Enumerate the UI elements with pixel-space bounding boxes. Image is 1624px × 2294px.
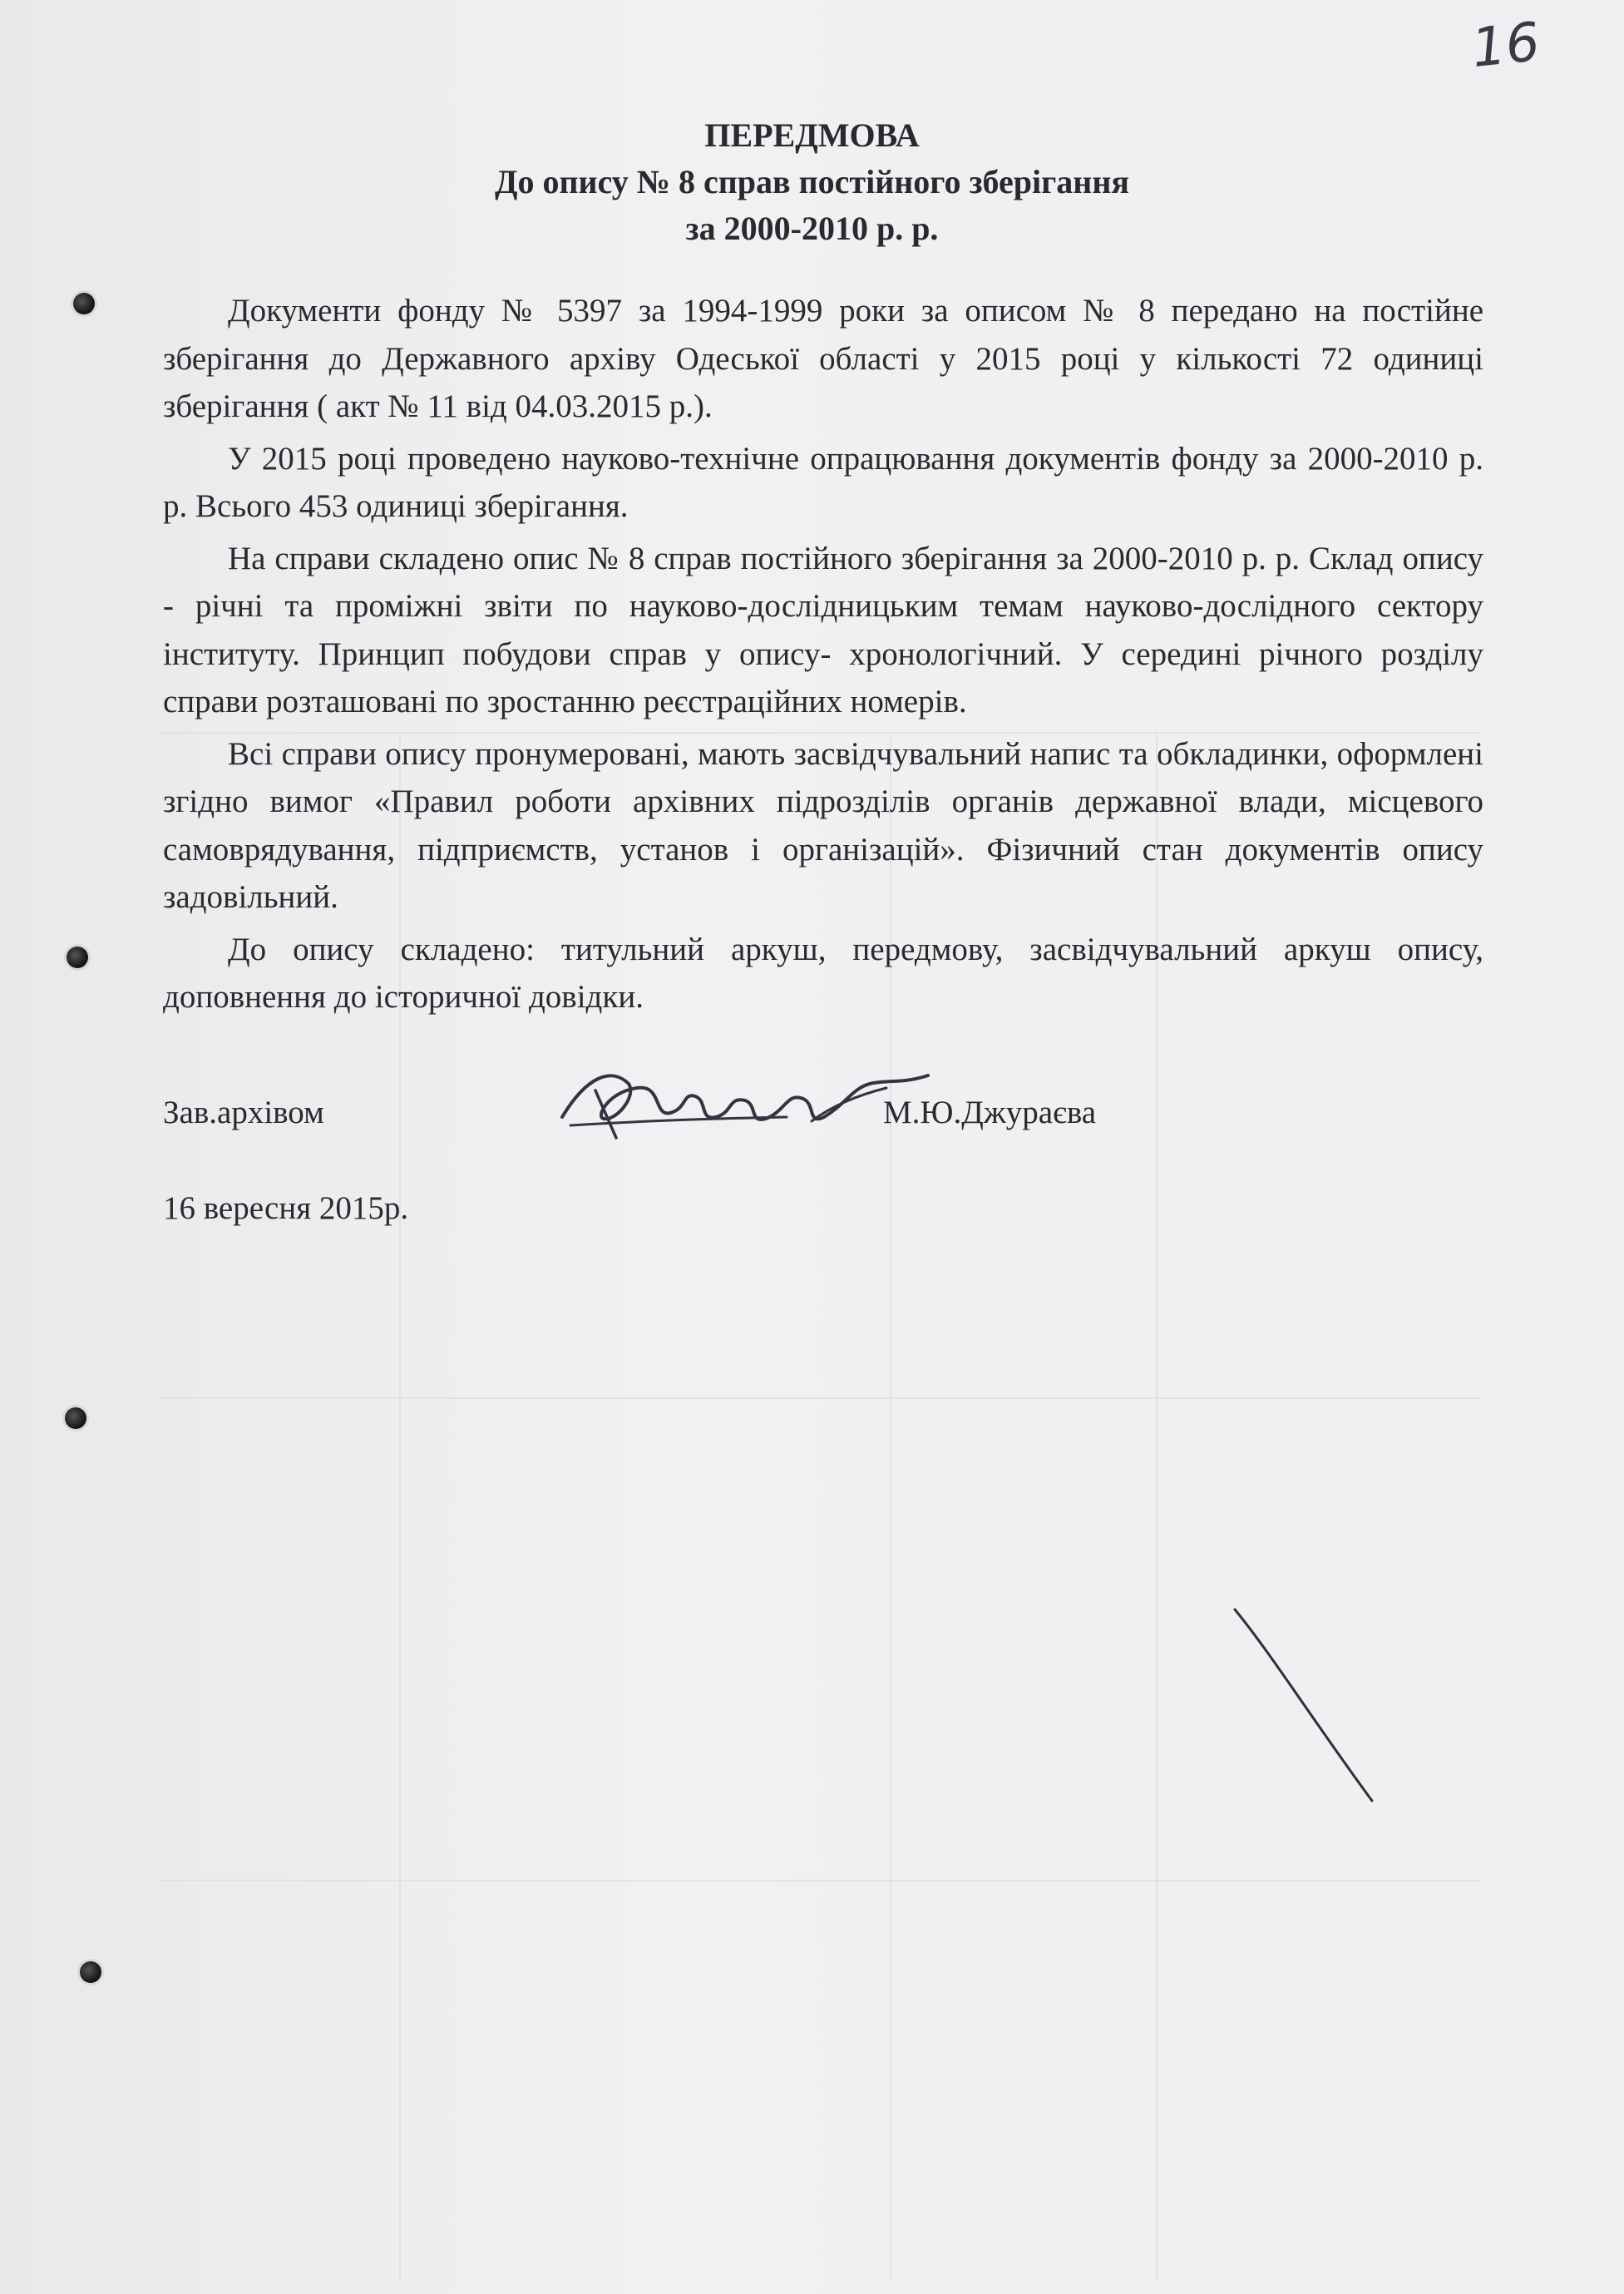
stray-pen-mark xyxy=(1231,1605,1380,1805)
signatory-position: Зав.архівом xyxy=(163,1095,324,1130)
paragraph: До опису складено: титульний аркуш, передмову, засвідчувальний аркуш опису, доповнення до історичної довідки. xyxy=(163,931,1483,1015)
paragraph: Всі справи опису пронумеровані, мають засвідчувальний напис та обкладинки, оформлені згідно вимог «Правил роботи архівних підрозділів органів державної влади, місцевого самоврядування, підприємств, установ і організацій». Фізичний стан документів опису задовільний. xyxy=(163,735,1483,915)
punch-hole xyxy=(67,947,88,968)
page-number: 16 xyxy=(1469,11,1543,81)
document-title: ПЕРЕДМОВА xyxy=(704,116,920,154)
signatory-name: М.Ю.Джураєва xyxy=(883,1095,1097,1130)
punch-hole xyxy=(65,1407,86,1429)
document-date: 16 вересня 2015р. xyxy=(163,1190,409,1226)
document-period: за 2000-2010 р. р. xyxy=(685,210,939,247)
paragraph: Документи фонду № 5397 за 1994-1999 роки за описом № 8 передано на постійне зберігання до Державного архіву Одеської області у 2015 році у кількості 72 одиниці зберігання ( акт № 11 від 04.03.2015 р.). xyxy=(163,293,1483,424)
show-through-line xyxy=(158,1880,1480,1881)
signature-row xyxy=(163,1094,1483,1144)
punch-hole xyxy=(73,293,95,314)
paragraph: У 2015 році проведено науково-технічне опрацювання документів фонду за 2000-2010 р. р. Всього 453 одиниці зберігання. xyxy=(163,440,1483,524)
paragraph: На справи складено опис № 8 справ постійного зберігання за 2000-2010 р. р. Склад опису - річні та проміжні звіти по науково-дослідницьким темам науково-дослідного сектору інституту. Принцип побудови справ у опису- хронологічний. У середині річного розділу справи розташовані по зростанню реєстраційних номерів. xyxy=(163,540,1483,719)
title-block xyxy=(0,112,1624,252)
punch-hole xyxy=(80,1961,101,1983)
document-body xyxy=(163,287,1483,1026)
document-subtitle: До опису № 8 справ постійного зберігання xyxy=(494,163,1130,200)
show-through-line xyxy=(158,1397,1480,1399)
